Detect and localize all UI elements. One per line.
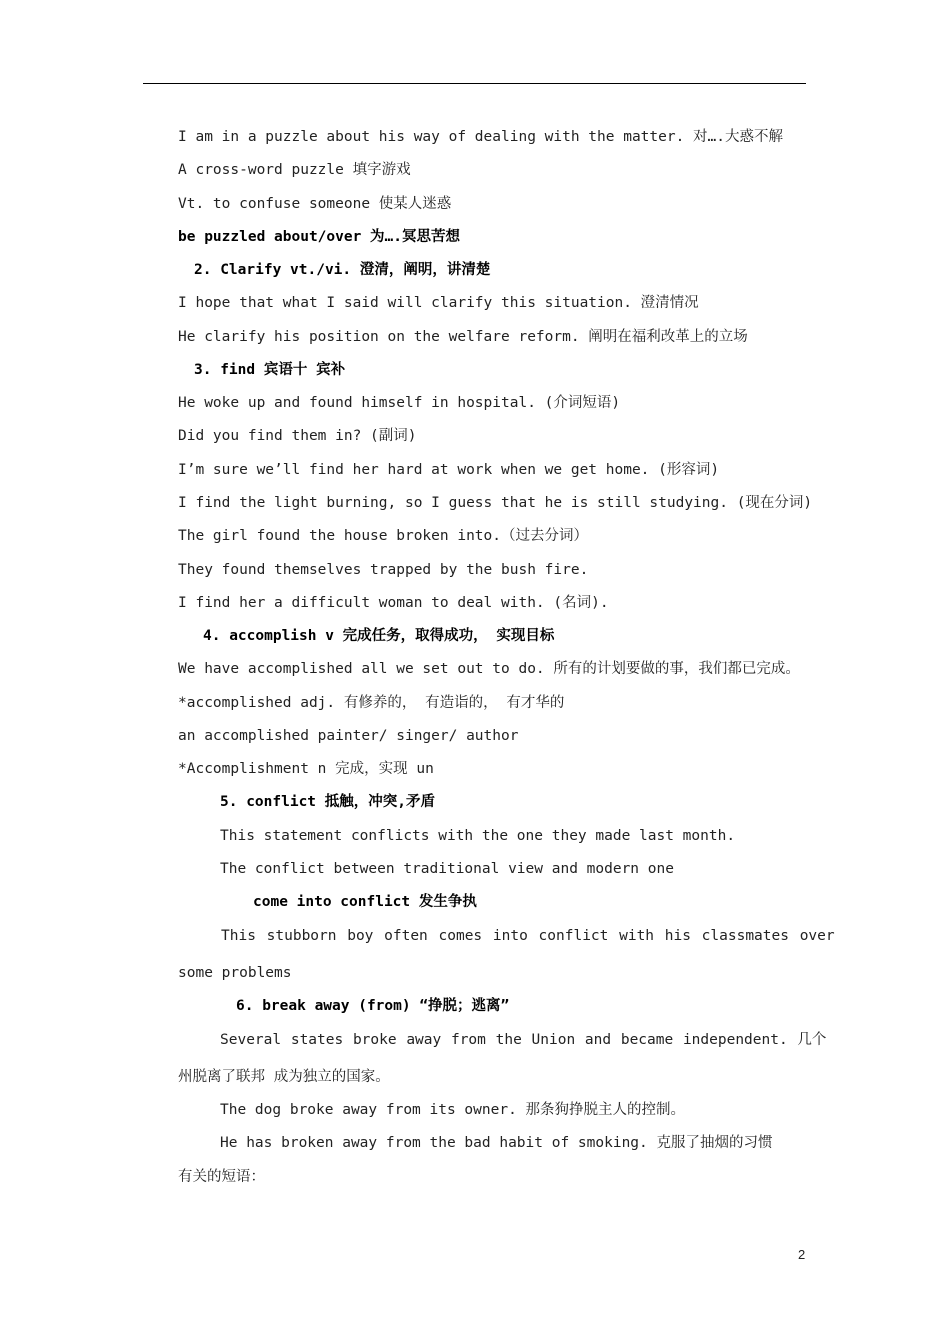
text-line: Vt. to confuse someone 使某人迷惑: [178, 196, 452, 212]
text-line: some problems: [178, 965, 292, 981]
text-line: The dog broke away from its owner. 那条狗挣脱主人的控制。: [220, 1102, 686, 1118]
text-line: *Accomplishment n 完成，实现 un: [178, 761, 434, 777]
text-line: Several states broke away from the Union and became independent. 几个: [220, 1032, 827, 1048]
header-rule: [143, 83, 806, 84]
text-line: I find the light burning, so I guess that he is still studying. (现在分词): [178, 495, 813, 511]
text-line: *accomplished adj. 有修养的， 有造诣的， 有才华的: [178, 695, 565, 711]
section-heading-6: 6. break away (from) “挣脱；逃离”: [236, 998, 510, 1014]
text-line-bold: be puzzled about/over 为….冥思苦想: [178, 229, 461, 245]
section-heading-4: 4. accomplish v 完成任务，取得成功， 实现目标: [203, 628, 555, 644]
page-number: 2: [798, 1247, 806, 1262]
text-line: Did you find them in? (副词): [178, 428, 417, 444]
text-line: We have accomplished all we set out to do. 所有的计划要做的事，我们都已完成。: [178, 661, 800, 677]
text-line: an accomplished painter/ singer/ author: [178, 728, 519, 744]
text-line: They found themselves trapped by the bush fire.: [178, 562, 589, 578]
section-heading-5: 5. conflict 抵触，冲突,矛盾: [220, 794, 435, 810]
text-line: This stubborn boy often comes into conflict with his classmates over: [221, 928, 835, 944]
text-line: The girl found the house broken into.（过去分词）: [178, 528, 588, 544]
text-line: I am in a puzzle about his way of dealing with the matter. 对….大惑不解: [178, 129, 784, 145]
text-line: He has broken away from the bad habit of smoking. 克服了抽烟的习惯: [220, 1135, 773, 1151]
text-line: 有关的短语：: [178, 1169, 265, 1185]
text-line: This statement conflicts with the one they made last month.: [220, 828, 736, 844]
section-heading-3: 3. find 宾语十 宾补: [194, 362, 346, 378]
text-line: 州脱离了联邦 成为独立的国家。: [178, 1069, 390, 1085]
text-line: I find her a difficult woman to deal with. (名词).: [178, 595, 609, 611]
text-line: I’m sure we’ll find her hard at work when we get home. (形容词): [178, 462, 720, 478]
section-heading-2: 2. Clarify vt./vi. 澄清，阐明，讲清楚: [194, 262, 491, 278]
text-line: A cross-word puzzle 填字游戏: [178, 162, 411, 178]
text-line: The conflict between traditional view and modern one: [220, 861, 674, 877]
text-line: I hope that what I said will clarify this situation. 澄清情况: [178, 295, 699, 311]
text-line: He clarify his position on the welfare reform. 阐明在福利改革上的立场: [178, 329, 748, 345]
text-line-bold: come into conflict 发生争执: [253, 894, 477, 910]
text-line: He woke up and found himself in hospital. (介词短语): [178, 395, 621, 411]
